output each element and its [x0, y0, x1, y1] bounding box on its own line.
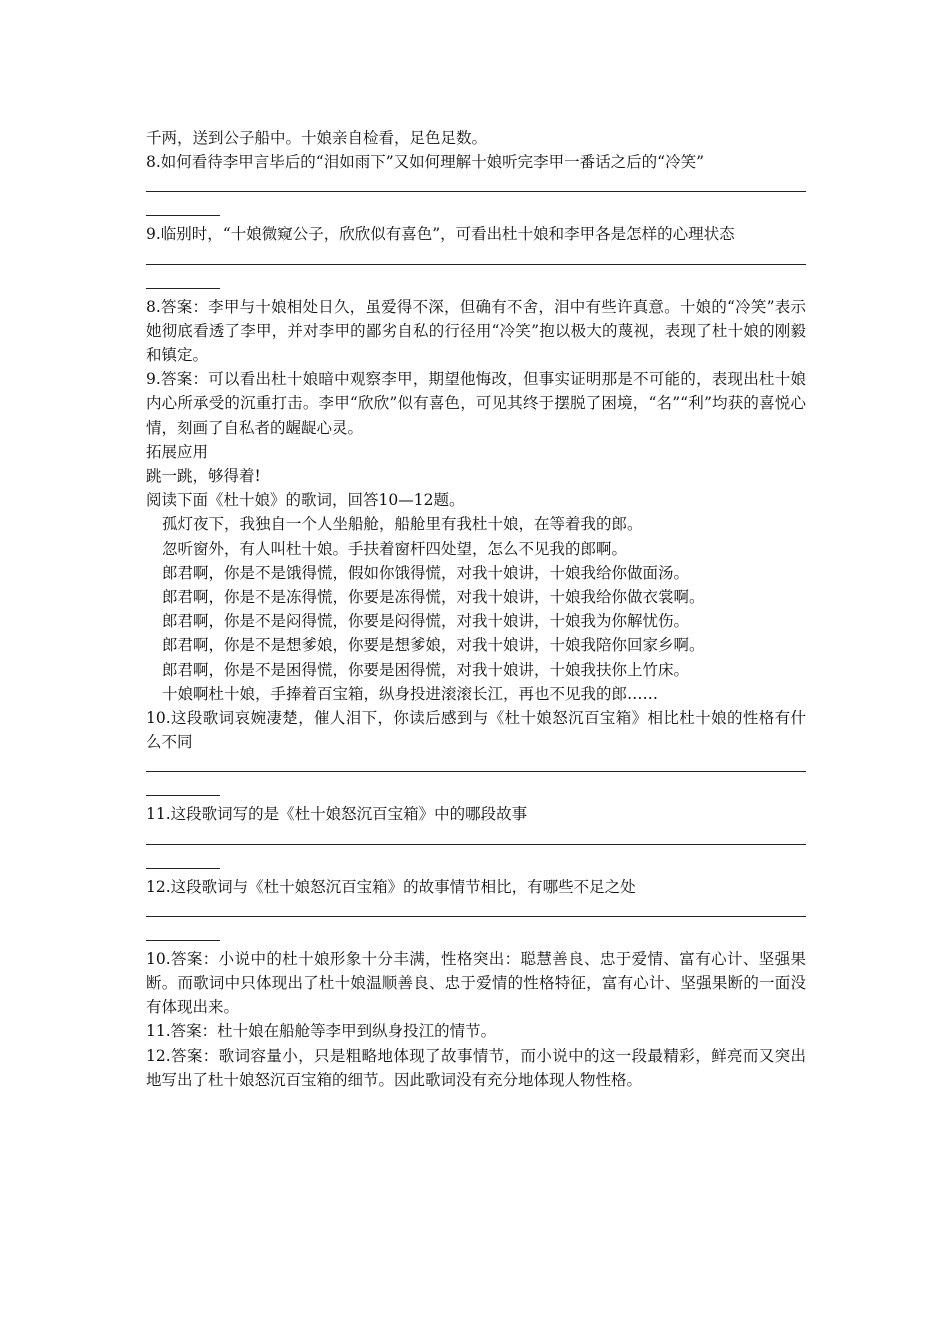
question-10: 10.这段歌词哀婉凄楚，催人泪下，你读后感到与《杜十娘怒沉百宝箱》相比杜十娘的性格有什么不同 [146, 709, 806, 752]
answer-line-short [146, 198, 806, 222]
section-subheading: 跳一跳，够得着! [146, 467, 261, 486]
answer-line-short [146, 851, 806, 875]
answer-line [146, 247, 806, 271]
reading-intro: 阅读下面《杜十娘》的歌词，回答10—12题。 [146, 491, 465, 510]
text-line: 千两，送到公子船中。十娘亲自检看，足色足数。 [146, 129, 488, 147]
lyric-line: 郎君啊，你是不是困得慌，你要是困得慌，对我十娘讲，十娘我扶你上竹床。 [162, 660, 690, 679]
answer-8: 8.答案：李甲与十娘相处日久，虽爱得不深，但确有不舍，泪中有些许真意。十娘的“冷笑”表示她彻底看透了李甲，并对李甲的鄙劣自私的行径用“冷笑”抱以极大的蔑视，表现了杜十娘的刚毅和镇定。 [146, 297, 806, 365]
answer-9: 9.答案：可以看出杜十娘暗中观察李甲，期望他悔改，但事实证明那是不可能的，表现出杜十娘内心所承受的沉重打击。李甲“欣欣”似有喜色，可见其终于摆脱了困境，“名”“利”均获的喜悦心情，刻画了自私者的龌龊心灵。 [146, 370, 806, 437]
question-12: 12.这段歌词与《杜十娘怒沉百宝箱》的故事情节相比，有哪些不足之处 [146, 877, 636, 896]
document-page [146, 126, 806, 1092]
question-9: 9.临别时，“十娘微窥公子，欣欣似有喜色”，可看出杜十娘和李甲各是怎样的心理状态 [146, 225, 735, 244]
question-11: 11.这段歌词写的是《杜十娘怒沉百宝箱》中的哪段故事 [146, 805, 528, 824]
answer-11: 11.答案：杜十娘在船舱等李甲到纵身投江的情节。 [146, 1022, 497, 1041]
lyric-line: 忽听窗外，有人叫杜十娘。手扶着窗杆四处望，怎么不见我的郎啊。 [162, 539, 628, 558]
lyric-line: 十娘啊杜十娘，手捧着百宝箱，纵身投进滚滚长江，再也不见我的郎…… [162, 684, 659, 703]
lyric-line: 郎君啊，你是不是冻得慌，你要是冻得慌，对我十娘讲，十娘我给你做衣裳啊。 [162, 588, 705, 607]
question-8: 8.如何看待李甲言毕后的“泪如雨下”又如何理解十娘听完李甲一番话之后的“冷笑” [146, 153, 704, 172]
answer-line-short [146, 271, 806, 295]
answer-12: 12.答案：歌词容量小，只是粗略地体现了故事情节，而小说中的这一段最精彩，鲜亮而又突出地写出了杜十娘怒沉百宝箱的细节。因此歌词没有充分地体现人物性格。 [146, 1046, 806, 1089]
lyric-line: 郎君啊，你是不是闷得慌，你要是闷得慌，对我十娘讲，十娘我为你解忧伤。 [162, 612, 690, 631]
answer-line-short [146, 778, 806, 802]
section-heading: 拓展应用 [146, 442, 209, 461]
lyric-line: 郎君啊，你是不是想爹娘，你要是想爹娘，对我十娘讲，十娘我陪你回家乡啊。 [162, 636, 705, 655]
lyric-line: 郎君啊，你是不是饿得慌，假如你饿得慌，对我十娘讲，十娘我给你做面汤。 [162, 563, 690, 582]
answer-line [146, 899, 806, 923]
answer-line [146, 174, 806, 198]
lyric-line: 孤灯夜下，我独自一个人坐船舱，船舱里有我杜十娘，在等着我的郎。 [162, 515, 643, 534]
answer-10: 10.答案：小说中的杜十娘形象十分丰满，性格突出：聪慧善良、忠于爱情、富有心计、坚强果断。而歌词中只体现出了杜十娘温顺善良、忠于爱情的性格特征，富有心计、坚强果断的一面没有体现出来。 [146, 949, 806, 1017]
answer-line [146, 754, 806, 778]
answer-line-short [146, 923, 806, 947]
answer-line [146, 827, 806, 851]
